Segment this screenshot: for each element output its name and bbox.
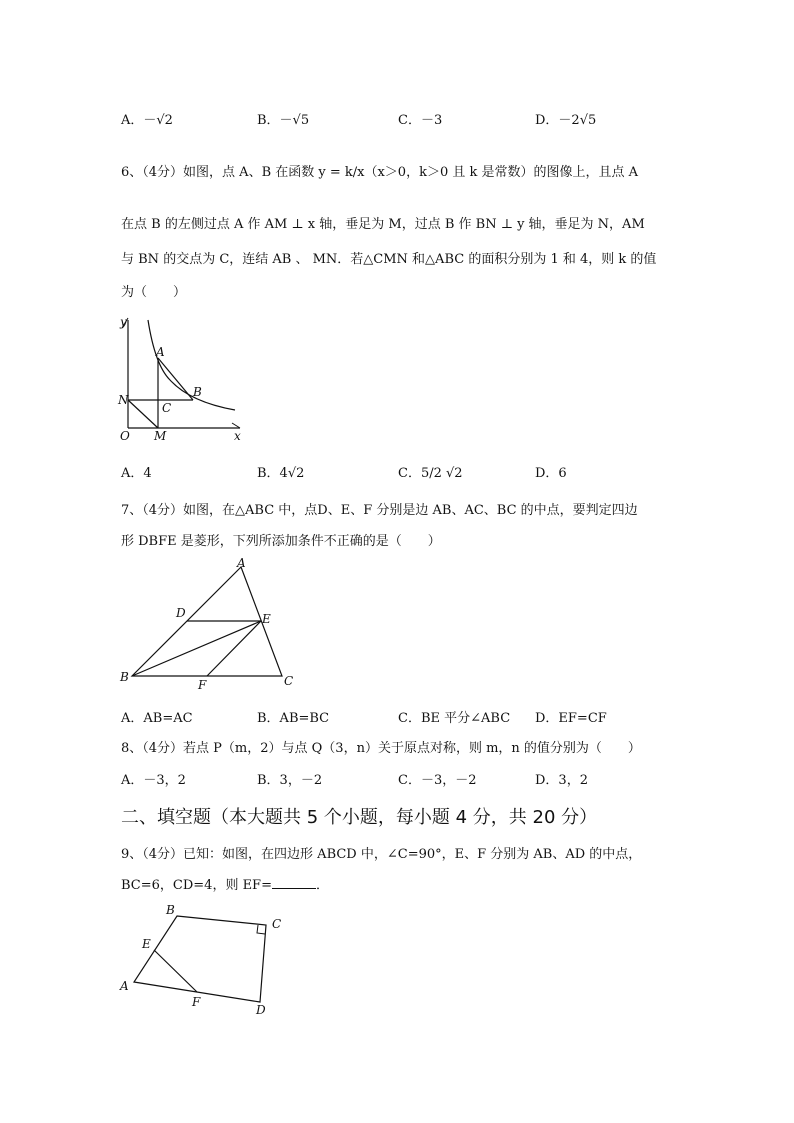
q5-option-d: D．－2√5 — [535, 113, 597, 128]
q6-label-m: M — [154, 429, 167, 443]
q9-figure-quadrilateral — [110, 900, 300, 1020]
q9-text-line2 — [121, 874, 329, 893]
q6-figure-hyperbola — [110, 310, 250, 445]
q7-text-line1: 7、（4分）如图，在△ABC 中，点D、E、F 分别是边 AB、AC、BC 的中点，要判定四边 — [121, 503, 638, 518]
q6-text-line1: 6、（4分）如图，点 A、B 在函数 y = k/x（x＞0，k＞0 且 k 是常数）的图像上，且点 A — [121, 165, 639, 180]
q7-text-line2: 形 DBFE 是菱形，下列所添加条件不正确的是（ ） — [121, 534, 441, 549]
q6-option-d: D．6 — [535, 466, 567, 481]
q7-label-d: D — [176, 606, 186, 620]
q7-option-c: C．BE 平分∠ABC — [398, 711, 511, 726]
q6-option-a: A．4 — [121, 466, 152, 481]
q8-option-b: B．3，－2 — [257, 773, 323, 788]
q6-text-line4: 为（ ） — [121, 285, 187, 300]
q6-label-o: O — [120, 429, 130, 443]
q6-label-n: N — [118, 393, 129, 407]
q6-x-arrow — [232, 423, 240, 428]
q7-label-a: A — [237, 556, 246, 570]
q6-segment-ab — [158, 358, 193, 400]
q7-option-a: A．AB=AC — [121, 711, 193, 726]
q5-option-b: B．－√5 — [257, 113, 310, 128]
q5-option-a: A．－√2 — [121, 113, 173, 128]
q9-label-f: F — [192, 995, 201, 1009]
q6-option-b: B．4√2 — [257, 466, 305, 481]
q7-option-b: B．AB=BC — [257, 711, 330, 726]
q9-label-c: C — [272, 917, 282, 931]
q7-figure-triangle — [110, 555, 310, 695]
q9-quadrilateral-abcd — [134, 916, 266, 1002]
q9-label-a: A — [120, 979, 129, 993]
section2-heading: 二、填空题（本大题共 5 个小题，每小题 4 分，共 20 分） — [121, 807, 598, 828]
q6-option-c: C．5/2 √2 — [398, 466, 463, 481]
q6-label-a: A — [156, 345, 165, 359]
q7-option-d: D．EF=CF — [535, 711, 607, 726]
q7-label-f: F — [198, 678, 207, 692]
q7-label-e: E — [262, 612, 271, 626]
q6-text-line3: 与 BN 的交点为 C，连结 AB 、 MN．若△CMN 和△ABC 的面积分别为 1 和 4，则 k 的值 — [121, 252, 657, 267]
q6-label-c: C — [162, 401, 172, 415]
q9-right-angle-mark — [257, 925, 265, 934]
q6-label-b: B — [193, 385, 202, 399]
q9-text-line2-start: BC=6，CD=4，则 EF= — [121, 878, 272, 893]
q9-label-d: D — [256, 1003, 266, 1017]
q6-segment-mn — [128, 400, 158, 428]
q7-segment-be — [132, 621, 261, 676]
q6-label-x: x — [234, 429, 241, 443]
q8-text-line1: 8、（4分）若点 P（m，2）与点 Q（3，n）关于原点对称，则 m，n 的值分别为（ ） — [121, 741, 641, 756]
q5-option-c: C．－3 — [398, 113, 443, 128]
q6-hyperbola-curve — [148, 320, 235, 410]
q7-label-b: B — [120, 670, 129, 684]
q9-answer-blank[interactable] — [272, 876, 316, 889]
q8-option-a: A．－3，2 — [121, 773, 186, 788]
q9-text-line1: 9、（4分）已知：如图，在四边形 ABCD 中，∠C=90°，E、F 分别为 AB、AD 的中点， — [121, 847, 642, 862]
q9-text-line2-end: ． — [315, 878, 329, 893]
q7-label-c: C — [284, 674, 294, 688]
q8-option-c: C．－3，－2 — [398, 773, 477, 788]
q6-label-y: y — [120, 315, 127, 329]
q7-segment-ef — [207, 621, 261, 676]
q9-label-e: E — [142, 937, 151, 951]
q6-text-line2: 在点 B 的左侧过点 A 作 AM ⊥ x 轴，垂足为 M，过点 B 作 BN ⊥ y 轴，垂足为 N，AM — [121, 217, 645, 232]
q8-option-d: D．3，2 — [535, 773, 588, 788]
q9-label-b: B — [166, 903, 175, 917]
